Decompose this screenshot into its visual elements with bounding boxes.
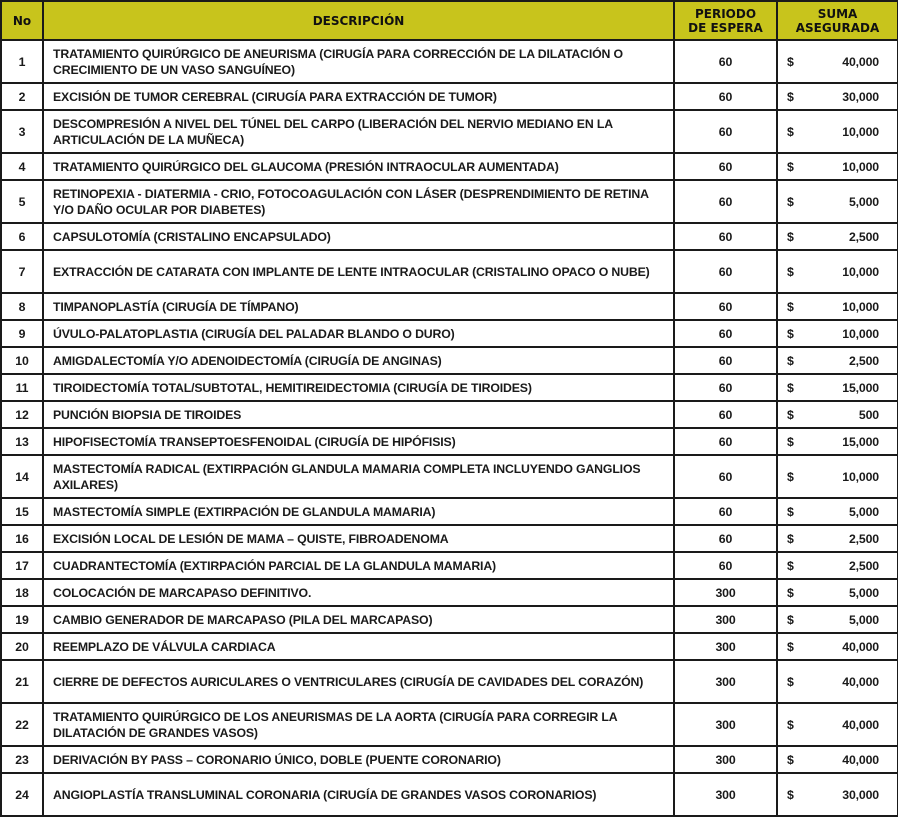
- row-waiting-period: 60: [674, 293, 777, 320]
- header-sum-insured: [777, 1, 898, 40]
- row-number: 15: [1, 498, 43, 525]
- row-description: PUNCIÓN BIOPSIA DE TIROIDES: [43, 401, 674, 428]
- row-currency: $: [777, 455, 819, 498]
- row-currency: $: [777, 579, 819, 606]
- row-amount: 10,000: [819, 455, 898, 498]
- row-number: 19: [1, 606, 43, 633]
- row-amount: 5,000: [819, 180, 898, 223]
- row-amount: 40,000: [819, 660, 898, 703]
- row-number: 14: [1, 455, 43, 498]
- table-row: [1, 703, 898, 746]
- row-amount: 10,000: [819, 293, 898, 320]
- row-amount: 10,000: [819, 250, 898, 293]
- row-description: CIERRE DE DEFECTOS AURICULARES O VENTRICULARES (CIRUGÍA DE CAVIDADES DEL CORAZÓN): [43, 660, 674, 703]
- row-number: 23: [1, 746, 43, 773]
- row-description: CAMBIO GENERADOR DE MARCAPASO (PILA DEL MARCAPASO): [43, 606, 674, 633]
- row-waiting-period: 60: [674, 498, 777, 525]
- row-waiting-period: 60: [674, 525, 777, 552]
- row-description: HIPOFISECTOMÍA TRANSEPTOESFENOIDAL (CIRUGÍA DE HIPÓFISIS): [43, 428, 674, 455]
- row-currency: $: [777, 746, 819, 773]
- row-amount: 40,000: [819, 633, 898, 660]
- row-description: CUADRANTECTOMÍA (EXTIRPACIÓN PARCIAL DE LA GLANDULA MAMARIA): [43, 552, 674, 579]
- table-row: [1, 374, 898, 401]
- row-description: AMIGDALECTOMÍA Y/O ADENOIDECTOMÍA (CIRUGÍA DE ANGINAS): [43, 347, 674, 374]
- row-amount: 10,000: [819, 110, 898, 153]
- row-currency: $: [777, 660, 819, 703]
- table-row: [1, 428, 898, 455]
- table-row: [1, 579, 898, 606]
- header-description: DESCRIPCIÓN: [43, 1, 674, 40]
- row-waiting-period: 300: [674, 703, 777, 746]
- row-currency: $: [777, 320, 819, 347]
- row-waiting-period: 300: [674, 606, 777, 633]
- row-number: 10: [1, 347, 43, 374]
- row-waiting-period: 60: [674, 40, 777, 83]
- row-currency: $: [777, 347, 819, 374]
- table-row: [1, 83, 898, 110]
- row-description: REEMPLAZO DE VÁLVULA CARDIACA: [43, 633, 674, 660]
- table-row: [1, 180, 898, 223]
- table-row: [1, 347, 898, 374]
- row-description: TRATAMIENTO QUIRÚRGICO DE LOS ANEURISMAS DE LA AORTA (CIRUGÍA PARA CORREGIR LA DILATACIÓN DE GRANDES VASOS): [43, 703, 674, 746]
- row-description: DESCOMPRESIÓN A NIVEL DEL TÚNEL DEL CARPO (LIBERACIÓN DEL NERVIO MEDIANO EN LA ARTICULACIÓN DE LA MUÑECA): [43, 110, 674, 153]
- row-waiting-period: 60: [674, 110, 777, 153]
- row-number: 2: [1, 83, 43, 110]
- row-currency: $: [777, 180, 819, 223]
- table-row: [1, 293, 898, 320]
- row-currency: $: [777, 223, 819, 250]
- row-amount: 10,000: [819, 153, 898, 180]
- row-waiting-period: 300: [674, 773, 777, 816]
- row-number: 1: [1, 40, 43, 83]
- row-currency: $: [777, 293, 819, 320]
- row-number: 11: [1, 374, 43, 401]
- row-currency: $: [777, 498, 819, 525]
- row-number: 7: [1, 250, 43, 293]
- row-currency: $: [777, 401, 819, 428]
- row-description: TRATAMIENTO QUIRÚRGICO DEL GLAUCOMA (PRESIÓN INTRAOCULAR AUMENTADA): [43, 153, 674, 180]
- table-row: [1, 320, 898, 347]
- row-amount: 40,000: [819, 746, 898, 773]
- row-description: TIMPANOPLASTÍA (CIRUGÍA DE TÍMPANO): [43, 293, 674, 320]
- row-amount: 5,000: [819, 498, 898, 525]
- row-number: 4: [1, 153, 43, 180]
- row-amount: 5,000: [819, 579, 898, 606]
- row-number: 20: [1, 633, 43, 660]
- row-number: 6: [1, 223, 43, 250]
- row-number: 3: [1, 110, 43, 153]
- table-row: [1, 773, 898, 816]
- row-currency: $: [777, 374, 819, 401]
- row-description: MASTECTOMÍA SIMPLE (EXTIRPACIÓN DE GLANDULA MAMARIA): [43, 498, 674, 525]
- row-currency: $: [777, 110, 819, 153]
- row-description: ÚVULO-PALATOPLASTIA (CIRUGÍA DEL PALADAR BLANDO O DURO): [43, 320, 674, 347]
- row-amount: 40,000: [819, 40, 898, 83]
- row-description: COLOCACIÓN DE MARCAPASO DEFINITIVO.: [43, 579, 674, 606]
- row-description: RETINOPEXIA - DIATERMIA - CRIO, FOTOCOAGULACIÓN CON LÁSER (DESPRENDIMIENTO DE RETINA Y/O DAÑO OCULAR POR DIABETES): [43, 180, 674, 223]
- row-amount: 2,500: [819, 552, 898, 579]
- table-header: [1, 1, 898, 40]
- table-row: [1, 525, 898, 552]
- row-number: 17: [1, 552, 43, 579]
- row-description: MASTECTOMÍA RADICAL (EXTIRPACIÓN GLANDULA MAMARIA COMPLETA INCLUYENDO GANGLIOS AXILARES): [43, 455, 674, 498]
- row-waiting-period: 60: [674, 374, 777, 401]
- row-waiting-period: 300: [674, 579, 777, 606]
- row-number: 9: [1, 320, 43, 347]
- row-currency: $: [777, 250, 819, 293]
- row-currency: $: [777, 606, 819, 633]
- row-number: 8: [1, 293, 43, 320]
- row-waiting-period: 60: [674, 83, 777, 110]
- row-waiting-period: 60: [674, 180, 777, 223]
- table-row: [1, 110, 898, 153]
- row-number: 21: [1, 660, 43, 703]
- table-body: [1, 40, 898, 816]
- row-amount: 10,000: [819, 320, 898, 347]
- row-currency: $: [777, 703, 819, 746]
- table-row: [1, 401, 898, 428]
- row-amount: 2,500: [819, 525, 898, 552]
- table-row: [1, 498, 898, 525]
- row-currency: $: [777, 153, 819, 180]
- table-row: [1, 250, 898, 293]
- table-row: [1, 660, 898, 703]
- row-amount: 15,000: [819, 428, 898, 455]
- table-row: [1, 552, 898, 579]
- row-waiting-period: 60: [674, 552, 777, 579]
- header-waiting-period: [674, 1, 777, 40]
- row-description: DERIVACIÓN BY PASS – CORONARIO ÚNICO, DOBLE (PUENTE CORONARIO): [43, 746, 674, 773]
- row-currency: $: [777, 633, 819, 660]
- row-currency: $: [777, 428, 819, 455]
- row-currency: $: [777, 773, 819, 816]
- row-amount: 500: [819, 401, 898, 428]
- table-row: [1, 746, 898, 773]
- header-waiting-period-label: PERIODO DE ESPERA: [688, 6, 763, 35]
- header-row: [1, 1, 898, 40]
- row-waiting-period: 300: [674, 660, 777, 703]
- row-number: 12: [1, 401, 43, 428]
- row-amount: 15,000: [819, 374, 898, 401]
- row-number: 5: [1, 180, 43, 223]
- header-sum-insured-label: SUMA ASEGURADA: [795, 6, 880, 35]
- table-row: [1, 40, 898, 83]
- row-waiting-period: 60: [674, 428, 777, 455]
- row-number: 16: [1, 525, 43, 552]
- row-waiting-period: 60: [674, 347, 777, 374]
- row-description: ANGIOPLASTÍA TRANSLUMINAL CORONARIA (CIRUGÍA DE GRANDES VASOS CORONARIOS): [43, 773, 674, 816]
- row-waiting-period: 60: [674, 250, 777, 293]
- table-row: [1, 455, 898, 498]
- table-row: [1, 153, 898, 180]
- row-number: 22: [1, 703, 43, 746]
- row-waiting-period: 60: [674, 153, 777, 180]
- row-number: 24: [1, 773, 43, 816]
- table-row: [1, 223, 898, 250]
- row-number: 13: [1, 428, 43, 455]
- row-amount: 2,500: [819, 223, 898, 250]
- row-currency: $: [777, 83, 819, 110]
- table-row: [1, 606, 898, 633]
- row-waiting-period: 60: [674, 401, 777, 428]
- header-no: No: [1, 1, 43, 40]
- row-description: CAPSULOTOMÍA (CRISTALINO ENCAPSULADO): [43, 223, 674, 250]
- row-amount: 30,000: [819, 83, 898, 110]
- row-description: TIROIDECTOMÍA TOTAL/SUBTOTAL, HEMITIREIDECTOMIA (CIRUGÍA DE TIROIDES): [43, 374, 674, 401]
- row-waiting-period: 60: [674, 320, 777, 347]
- row-amount: 40,000: [819, 703, 898, 746]
- row-number: 18: [1, 579, 43, 606]
- table-row: [1, 633, 898, 660]
- row-description: EXTRACCIÓN DE CATARATA CON IMPLANTE DE LENTE INTRAOCULAR (CRISTALINO OPACO O NUBE): [43, 250, 674, 293]
- row-description: TRATAMIENTO QUIRÚRGICO DE ANEURISMA (CIRUGÍA PARA CORRECCIÓN DE LA DILATACIÓN O CRECIMIENTO DE UN VASO SANGUÍNEO): [43, 40, 674, 83]
- row-description: EXCISIÓN LOCAL DE LESIÓN DE MAMA – QUISTE, FIBROADENOMA: [43, 525, 674, 552]
- row-amount: 5,000: [819, 606, 898, 633]
- row-amount: 2,500: [819, 347, 898, 374]
- row-waiting-period: 60: [674, 455, 777, 498]
- row-waiting-period: 60: [674, 223, 777, 250]
- row-waiting-period: 300: [674, 633, 777, 660]
- row-currency: $: [777, 40, 819, 83]
- row-currency: $: [777, 552, 819, 579]
- row-amount: 30,000: [819, 773, 898, 816]
- row-waiting-period: 300: [674, 746, 777, 773]
- row-description: EXCISIÓN DE TUMOR CEREBRAL (CIRUGÍA PARA EXTRACCIÓN DE TUMOR): [43, 83, 674, 110]
- row-currency: $: [777, 525, 819, 552]
